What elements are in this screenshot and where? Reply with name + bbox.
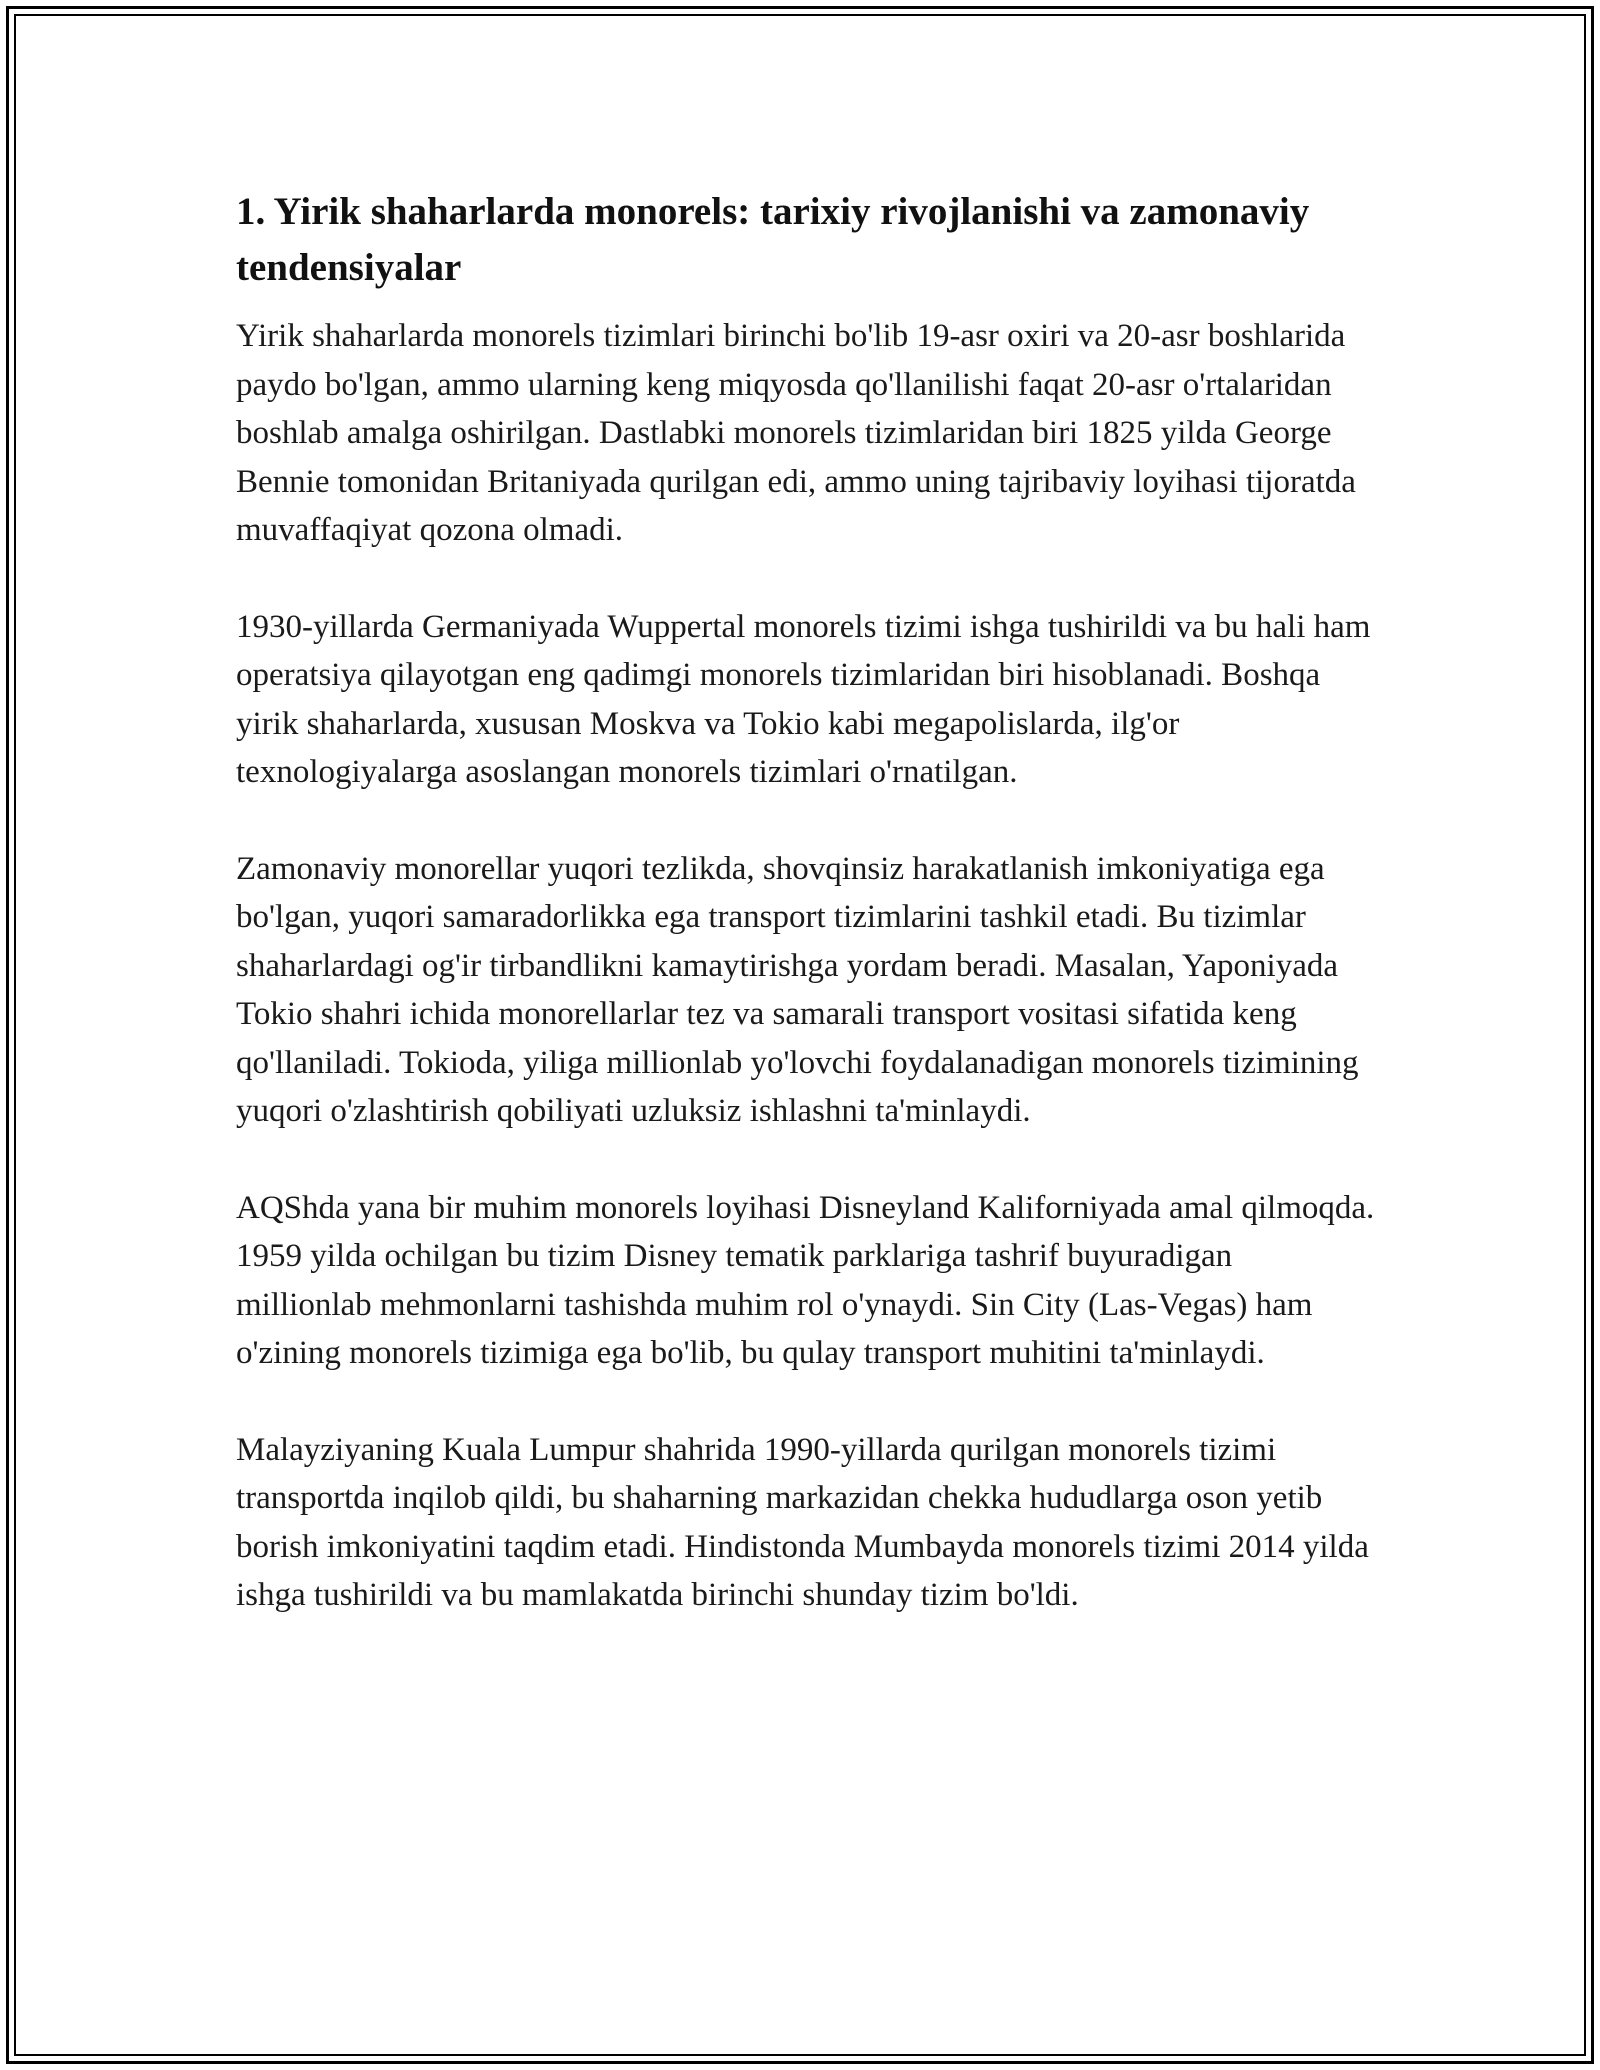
paragraph-asia: Malayziyaning Kuala Lumpur shahrida 1990-yillarda qurilgan monorels tizimi transportda inqilob qildi, bu shaharning markazidan chekka hududlarga oson yetib borish imkoniyatini taqdim etadi. Hindistonda Mumbayda monorels tizimi 2014 yilda ishga tushirildi va bu mamlakatda birinchi shunday tizim bo'ldi. [236,1431,1369,1613]
paragraph-history: Yirik shaharlarda monorels tizimlari birinchi bo'lib 19-asr oxiri va 20-asr boshlarida paydo bo'lgan, ammo ularning keng miqyosda qo'llanilishi faqat 20-asr o'rtalaridan boshlab amalga oshirilgan. Dastlabki monorels tizimlaridan biri 1825 yilda George Bennie tomonidan Britaniyada qurilgan edi, ammo uning tajribaviy loyihasi tijoratda muvaffaqiyat qozona olmadi. [236,318,1356,548]
paragraph-wuppertal: 1930-yillarda Germaniyada Wuppertal monorels tizimi ishga tushirildi va bu hali ham operatsiya qilayotgan eng qadimgi monorels tizimlaridan biri hisoblanadi. Boshqa yirik shaharlarda, xususan Moskva va Tokio kabi megapolislarda, ilg'or texnologiyalarga asoslangan monorels tizimlari o'rnatilgan. [236,608,1371,790]
section-heading: 1. Yirik shaharlarda monorels: tarixiy rivojlanishi va zamonaviy tendensiyalar [236,190,1310,289]
paragraph-usa: AQShda yana bir muhim monorels loyihasi Disneyland Kaliforniyada amal qilmoqda. 1959 yilda ochilgan bu tizim Disney tematik parklariga tashrif buyuradigan millionlab mehmonlarni tashishda muhim rol o'ynaydi. Sin City (Las-Vegas) ham o'zining monorels tizimiga ega bo'lib, bu qulay transport muhitini ta'minlaydi. [236,1189,1375,1371]
document-body [236,184,1376,1668]
paragraph-modern-monorails: Zamonaviy monorellar yuqori tezlikda, shovqinsiz harakatlanish imkoniyatiga ega bo'lgan, yuqori samaradorlikka ega transport tizimlarini tashkil etadi. Bu tizimlar shaharlardagi og'ir tirbandlikni kamaytirishga yordam beradi. Masalan, Yaponiyada Tokio shahri ichida monorellarlar tez va samarali transport vositasi sifatida keng qo'llaniladi. Tokioda, yiliga millionlab yo'lovchi foydalanadigan monorels tizimining yuqori o'zlashtirish qobiliyati uzluksiz ishlashni ta'minlaydi. [236,850,1359,1129]
